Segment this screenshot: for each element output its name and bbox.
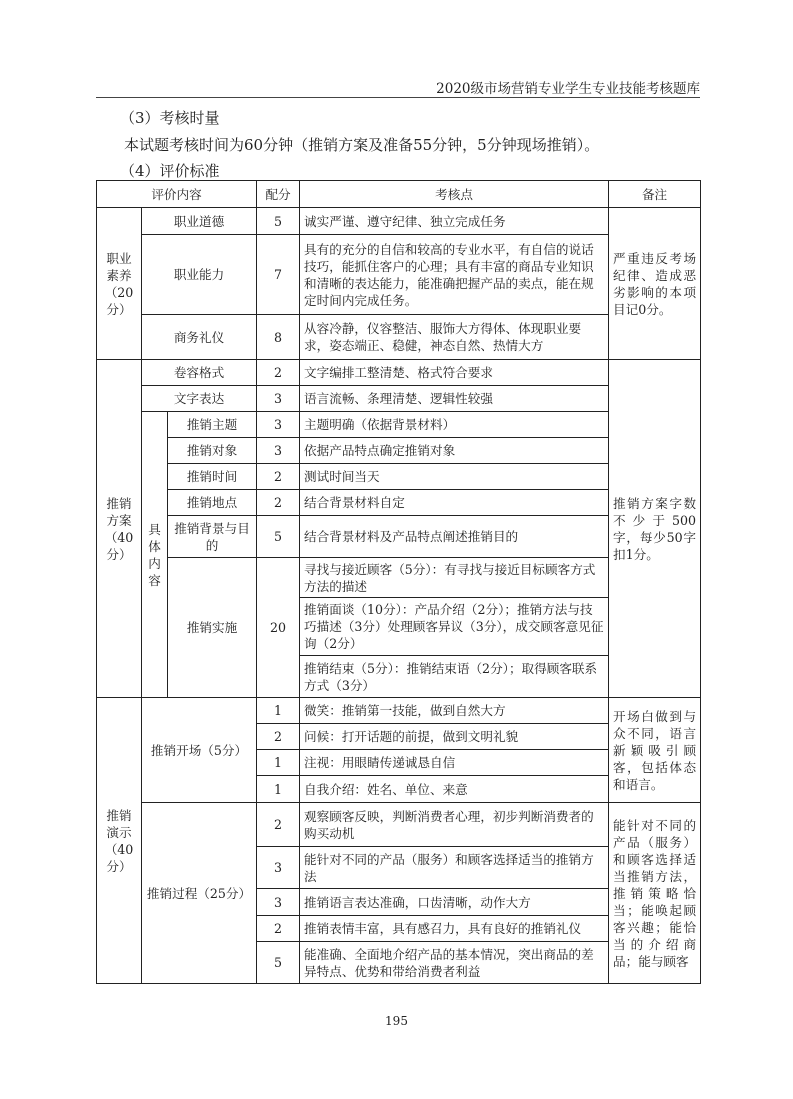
score-cell: 2 — [257, 360, 300, 386]
point-cell: 主题明确（依据背景材料） — [300, 412, 609, 438]
point-cell: 具有的充分的自信和较高的专业水平，有自信的说话技巧，能抓住客户的心理；具有丰富的商品专业知识和清晰的表达能力，能准确把握产品的卖点，能在规定时间内完成任务。 — [300, 235, 609, 315]
score-cell: 2 — [257, 916, 300, 942]
section-3-body: 本试题考核时间为60分钟（推销方案及准备55分钟，5分钟现场推销）。 — [124, 136, 600, 154]
score-cell: 3 — [257, 386, 300, 412]
item-label: 推销实施 — [168, 558, 257, 698]
point-cell: 结合背景材料自定 — [300, 490, 609, 516]
score-cell: 3 — [257, 847, 300, 889]
point-cell: 结合背景材料及产品特点阐述推销目的 — [300, 516, 609, 558]
point-cell: 问候：打开话题的前提，做到文明礼貌 — [300, 724, 609, 750]
point-cell: 能准确、全面地介绍产品的基本情况，突出商品的差异特点、优势和带给消费者利益 — [300, 942, 609, 984]
point-cell: 自我介绍：姓名、单位、来意 — [300, 776, 609, 803]
score-cell: 2 — [257, 490, 300, 516]
table-header-row — [97, 181, 701, 208]
evaluation-table — [96, 180, 701, 984]
group-label-sales-demo: 推销演示（40分） — [97, 698, 142, 984]
item-label: 推销过程（25分） — [142, 803, 257, 984]
header-note: 备注 — [609, 181, 701, 208]
item-label: 职业能力 — [142, 235, 257, 315]
score-cell: 3 — [257, 889, 300, 916]
table-row — [97, 208, 701, 235]
score-cell: 2 — [257, 464, 300, 490]
group-label-professionalism: 职业素养（20分） — [97, 208, 142, 360]
item-label: 职业道德 — [142, 208, 257, 235]
score-cell: 1 — [257, 750, 300, 776]
score-cell: 3 — [257, 412, 300, 438]
item-label: 推销背景与目的 — [168, 516, 257, 558]
table-row — [97, 698, 701, 724]
group-label-sales-plan: 推销方案（40分） — [97, 360, 142, 698]
score-cell: 5 — [257, 942, 300, 984]
header-content: 评价内容 — [97, 181, 257, 208]
table-row — [97, 803, 701, 847]
point-cell: 推销结束（5分）：推销结束语（2分）；取得顾客联系方式（3分） — [300, 656, 609, 698]
score-cell: 2 — [257, 724, 300, 750]
point-cell: 依据产品特点确定推销对象 — [300, 438, 609, 464]
point-cell: 推销面谈（10分）：产品介绍（2分）；推销方法与技巧描述（3分）处理顾客异议（3分），成交顾客意见征询（2分） — [300, 598, 609, 656]
point-cell: 观察顾客反映，判断消费者心理，初步判断消费者的购买动机 — [300, 803, 609, 847]
item-label: 推销主题 — [168, 412, 257, 438]
point-cell: 诚实严谨、遵守纪律、独立完成任务 — [300, 208, 609, 235]
point-cell: 语言流畅、条理清楚、逻辑性较强 — [300, 386, 609, 412]
item-label: 卷容格式 — [142, 360, 257, 386]
item-label: 商务礼仪 — [142, 315, 257, 360]
score-cell: 8 — [257, 315, 300, 360]
note-cell: 开场白做到与众不同，语言新颖吸引顾客，包括体态和语言。 — [609, 698, 701, 803]
item-label: 文字表达 — [142, 386, 257, 412]
section-4-heading: （4）评价标准 — [120, 162, 220, 180]
point-cell: 寻找与接近顾客（5分）：有寻找与接近目标顾客方式方法的描述 — [300, 558, 609, 598]
score-cell: 1 — [257, 698, 300, 724]
header-rule — [96, 97, 700, 98]
score-cell: 20 — [257, 558, 300, 698]
point-cell: 注视：用眼睛传递诚恳自信 — [300, 750, 609, 776]
point-cell: 推销语言表达准确，口齿清晰，动作大方 — [300, 889, 609, 916]
running-header: 2020级市场营销专业学生专业技能考核题库 — [436, 81, 700, 97]
point-cell: 推销表情丰富，具有感召力，具有良好的推销礼仪 — [300, 916, 609, 942]
header-point: 考核点 — [300, 181, 609, 208]
note-cell: 能针对不同的产品（服务）和顾客选择适当推销方法，推销策略恰当；能唤起顾客兴趣；能恰当的介绍商品；能与顾客 — [609, 803, 701, 984]
point-cell: 从容冷静，仪容整洁、服饰大方得体、体现职业要求，姿态端正、稳健，神态自然、热情大方 — [300, 315, 609, 360]
item-label: 推销开场（5分） — [142, 698, 257, 803]
score-cell: 5 — [257, 516, 300, 558]
point-cell: 能针对不同的产品（服务）和顾客选择适当的推销方法 — [300, 847, 609, 889]
note-cell: 严重违反考场纪律、造成恶劣影响的本项目记0分。 — [609, 208, 701, 360]
score-cell: 2 — [257, 803, 300, 847]
page-number: 195 — [385, 1014, 408, 1028]
point-cell: 微笑：推销第一技能，做到自然大方 — [300, 698, 609, 724]
note-cell: 推销方案字数不少于500字，每少50字扣1分。 — [609, 360, 701, 698]
score-cell: 3 — [257, 438, 300, 464]
item-label: 推销时间 — [168, 464, 257, 490]
table-row — [97, 360, 701, 386]
section-3-heading: （3）考核时量 — [120, 109, 220, 127]
item-label: 推销对象 — [168, 438, 257, 464]
score-cell: 1 — [257, 776, 300, 803]
sub-group-label: 具体内容 — [142, 412, 168, 698]
score-cell: 5 — [257, 208, 300, 235]
header-score: 配分 — [257, 181, 300, 208]
point-cell: 文字编排工整清楚、格式符合要求 — [300, 360, 609, 386]
item-label: 推销地点 — [168, 490, 257, 516]
point-cell: 测试时间当天 — [300, 464, 609, 490]
score-cell: 7 — [257, 235, 300, 315]
